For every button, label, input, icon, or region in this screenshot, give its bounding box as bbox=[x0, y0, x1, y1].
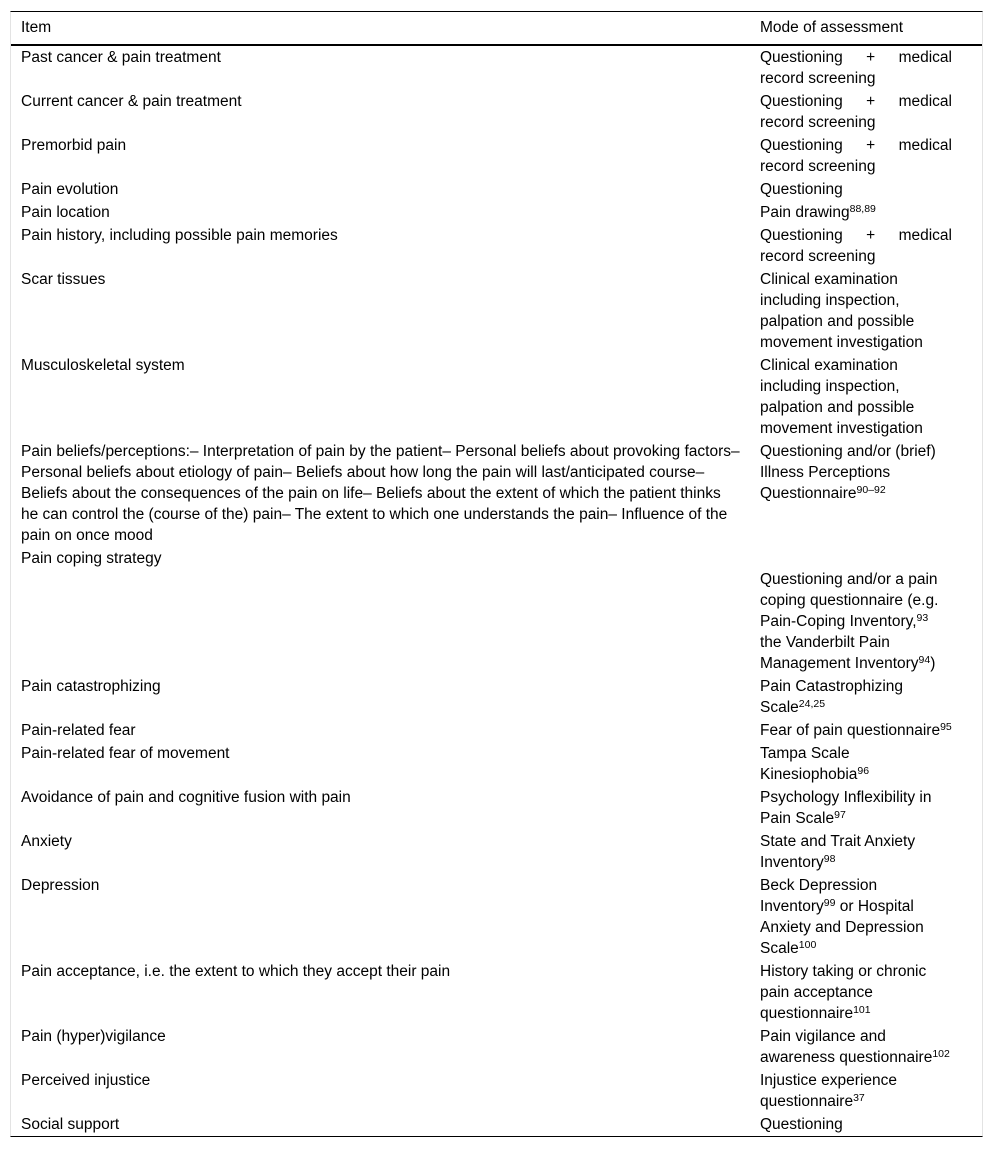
reference-citation: 94 bbox=[918, 654, 931, 666]
reference-citation: 95 bbox=[940, 721, 952, 733]
table-row bbox=[11, 742, 982, 786]
table-row bbox=[11, 719, 982, 742]
cell-mode-of-assessment bbox=[750, 786, 982, 830]
table-row bbox=[11, 45, 982, 90]
reference-citation: 102 bbox=[932, 1048, 950, 1060]
cell-item: Pain beliefs/perceptions:– Interpretation of pain by the patient– Personal beliefs about provoking factors– Personal beliefs about etiology of pain– Beliefs about how long the pain will last/anticipated course– Beliefs about the consequences of the pain on life– Beliefs about the extent of which the patient thinks he can control the (course of the) pain– The extent to which one understands the pain– Influence of the pain on once mood bbox=[21, 443, 740, 544]
table-header-row bbox=[11, 12, 982, 45]
table-row bbox=[11, 354, 982, 440]
mode-text: the Vanderbilt Pain Management Inventory bbox=[760, 634, 919, 672]
cell-mode-of-assessment bbox=[750, 1069, 982, 1113]
table-row bbox=[11, 830, 982, 874]
cell-item: Pain evolution bbox=[21, 181, 119, 198]
reference-citation: 101 bbox=[853, 1004, 871, 1016]
mode-text: Questioning and/or a pain coping questionnaire (e.g. Pain-Coping Inventory, bbox=[760, 571, 939, 630]
cell-item: Pain acceptance, i.e. the extent to which they accept their pain bbox=[21, 963, 451, 980]
mode-text: Questioning + medical record screening bbox=[760, 227, 952, 265]
reference-citation: 96 bbox=[857, 765, 870, 777]
mode-text: Questioning + medical record screening bbox=[760, 49, 952, 87]
cell-mode-of-assessment bbox=[750, 1025, 982, 1069]
mode-text: Injustice experience questionnaire bbox=[760, 1072, 897, 1110]
cell-mode-of-assessment bbox=[750, 268, 982, 354]
mode-text: Pain drawing bbox=[760, 204, 850, 221]
cell-item: Pain-related fear bbox=[21, 722, 136, 739]
reference-citation: 99 bbox=[823, 897, 836, 909]
mode-text: Clinical examination including inspection, palpation and possible movement investigation bbox=[760, 357, 923, 437]
mode-text: ) bbox=[930, 655, 936, 672]
table-row bbox=[11, 1069, 982, 1113]
table-row bbox=[11, 201, 982, 224]
cell-item: Pain catastrophizing bbox=[21, 678, 161, 695]
mode-text: Beck Depression Inventory bbox=[760, 877, 878, 915]
mode-text: Fear of pain questionnaire bbox=[760, 722, 941, 739]
cell-item: Past cancer & pain treatment bbox=[21, 49, 221, 66]
cell-item: Pain history, including possible pain memories bbox=[21, 227, 338, 244]
cell-item: Pain (hyper)vigilance bbox=[21, 1028, 166, 1045]
table-row bbox=[11, 786, 982, 830]
cell-mode-of-assessment bbox=[750, 224, 982, 268]
cell-item: Depression bbox=[21, 877, 100, 894]
cell-item: Pain coping strategy bbox=[21, 550, 162, 567]
mode-text: Questioning + medical record screening bbox=[760, 93, 952, 131]
mode-text: Questioning bbox=[760, 181, 843, 198]
mode-text: Questioning + medical record screening bbox=[760, 137, 952, 175]
cell-item: Musculoskeletal system bbox=[21, 357, 185, 374]
mode-text: or Hospital Anxiety and Depression Scale bbox=[760, 898, 924, 957]
mode-text: Pain vigilance and awareness questionnaire bbox=[760, 1028, 933, 1066]
table-row bbox=[11, 960, 982, 1025]
reference-citation: 100 bbox=[798, 939, 817, 951]
table-row bbox=[11, 675, 982, 719]
assessment-table bbox=[11, 12, 982, 1136]
cell-mode-of-assessment bbox=[750, 830, 982, 874]
cell-mode-of-assessment bbox=[750, 45, 982, 90]
reference-citation: 24,25 bbox=[798, 698, 826, 710]
cell-item: Avoidance of pain and cognitive fusion with pain bbox=[21, 789, 351, 806]
cell-mode-of-assessment bbox=[750, 547, 982, 675]
table-body bbox=[11, 45, 982, 1136]
reference-citation: 93 bbox=[916, 612, 929, 624]
cell-item: Pain location bbox=[21, 204, 110, 221]
table-row bbox=[11, 178, 982, 201]
mode-text: Psychology Inflexibility in Pain Scale bbox=[760, 789, 932, 827]
cell-item: Anxiety bbox=[21, 833, 72, 850]
table-row bbox=[11, 547, 982, 675]
cell-item: Current cancer & pain treatment bbox=[21, 93, 242, 110]
cell-mode-of-assessment bbox=[750, 354, 982, 440]
cell-mode-of-assessment bbox=[750, 134, 982, 178]
reference-citation: 97 bbox=[834, 809, 846, 821]
table-row bbox=[11, 1025, 982, 1069]
column-header-item: Item bbox=[11, 12, 750, 45]
reference-citation: 90–92 bbox=[856, 484, 886, 496]
table-row bbox=[11, 90, 982, 134]
cell-item: Social support bbox=[21, 1116, 120, 1133]
table-row bbox=[11, 134, 982, 178]
table-row bbox=[11, 268, 982, 354]
mode-text: Questioning and/or (brief) Illness Perceptions Questionnaire bbox=[760, 443, 936, 502]
table-row bbox=[11, 224, 982, 268]
cell-mode-of-assessment bbox=[750, 440, 982, 547]
mode-text: Tampa Scale Kinesiophobia bbox=[760, 745, 858, 783]
table-row bbox=[11, 440, 982, 547]
table-row bbox=[11, 874, 982, 960]
cell-mode-of-assessment bbox=[750, 874, 982, 960]
cell-mode-of-assessment bbox=[750, 178, 982, 201]
column-header-mode: Mode of assessment bbox=[750, 12, 982, 45]
assessment-table-container bbox=[10, 11, 983, 1137]
mode-text: Clinical examination including inspection, palpation and possible movement investigation bbox=[760, 271, 923, 351]
reference-citation: 98 bbox=[823, 853, 836, 865]
cell-mode-of-assessment bbox=[750, 960, 982, 1025]
reference-citation: 37 bbox=[853, 1092, 865, 1104]
cell-mode-of-assessment bbox=[750, 719, 982, 742]
cell-item: Scar tissues bbox=[21, 271, 106, 288]
table-row bbox=[11, 1113, 982, 1136]
cell-item: Pain-related fear of movement bbox=[21, 745, 230, 762]
mode-text: State and Trait Anxiety Inventory bbox=[760, 833, 916, 871]
cell-mode-of-assessment bbox=[750, 742, 982, 786]
cell-mode-of-assessment bbox=[750, 201, 982, 224]
cell-item: Premorbid pain bbox=[21, 137, 127, 154]
cell-mode-of-assessment bbox=[750, 90, 982, 134]
cell-item: Perceived injustice bbox=[21, 1072, 151, 1089]
mode-text: History taking or chronic pain acceptance questionnaire bbox=[760, 963, 927, 1022]
mode-text: Questioning bbox=[760, 1116, 843, 1133]
cell-mode-of-assessment bbox=[750, 1113, 982, 1136]
reference-citation: 88,89 bbox=[849, 203, 876, 215]
mode-text: Pain Catastrophizing Scale bbox=[760, 678, 904, 716]
cell-mode-of-assessment bbox=[750, 675, 982, 719]
